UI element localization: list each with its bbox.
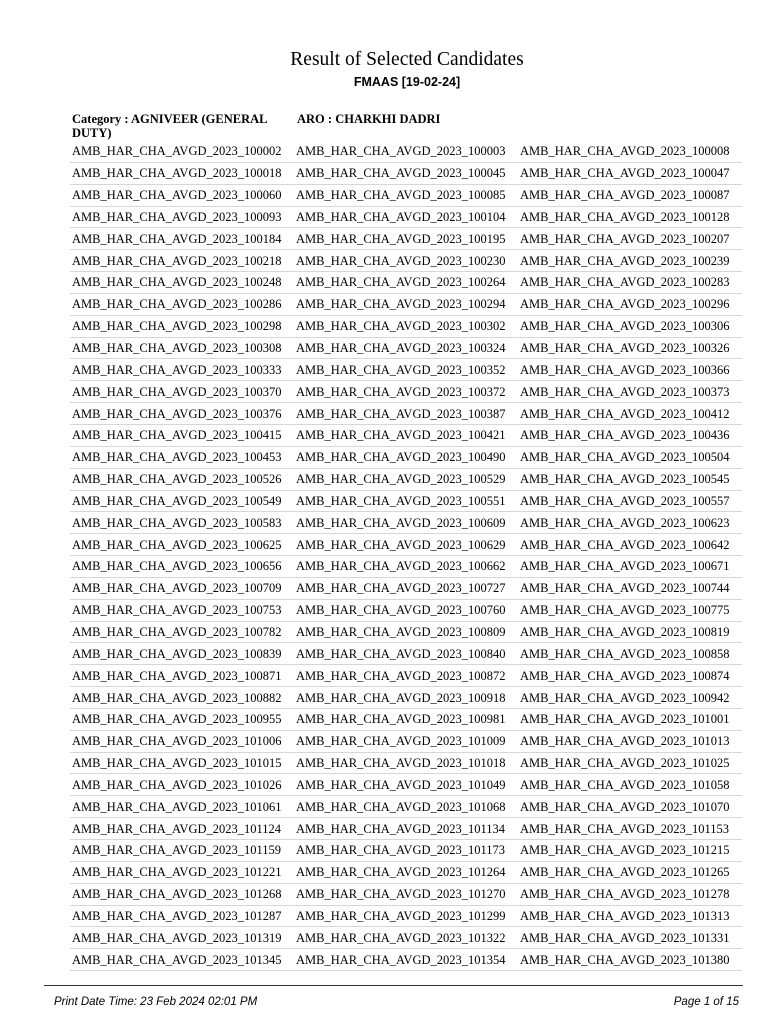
table-row [70,796,742,818]
candidate-id: AMB_HAR_CHA_AVGD_2023_100709 [72,581,282,596]
candidate-id: AMB_HAR_CHA_AVGD_2023_100504 [520,450,730,465]
category-value: AGNIVEER (GENERAL DUTY) [72,112,267,140]
candidate-id: AMB_HAR_CHA_AVGD_2023_101058 [520,777,730,792]
candidate-id: AMB_HAR_CHA_AVGD_2023_100981 [296,712,506,727]
candidate-id: AMB_HAR_CHA_AVGD_2023_100264 [296,275,506,290]
table-row [70,447,742,469]
table-row [70,512,742,534]
table-row [70,316,742,338]
candidate-id: AMB_HAR_CHA_AVGD_2023_100415 [72,428,282,443]
candidate-id: AMB_HAR_CHA_AVGD_2023_100324 [296,341,506,356]
candidate-id: AMB_HAR_CHA_AVGD_2023_100874 [520,668,730,683]
page-title: Result of Selected Candidates [290,49,524,70]
candidate-id: AMB_HAR_CHA_AVGD_2023_101153 [520,821,730,836]
candidate-id: AMB_HAR_CHA_AVGD_2023_100298 [72,319,282,334]
print-date: Print Date Time: 23 Feb 2024 02:01 PM [54,996,258,1008]
candidate-id: AMB_HAR_CHA_AVGD_2023_101221 [72,865,282,880]
candidate-id: AMB_HAR_CHA_AVGD_2023_100625 [72,537,282,552]
candidate-id: AMB_HAR_CHA_AVGD_2023_100839 [72,646,282,661]
table-row [70,359,742,381]
candidate-id: AMB_HAR_CHA_AVGD_2023_100656 [72,559,282,574]
table-row [70,753,742,775]
table-row [70,709,742,731]
table-row [70,927,742,949]
candidate-id: AMB_HAR_CHA_AVGD_2023_100809 [296,624,506,639]
candidate-id: AMB_HAR_CHA_AVGD_2023_100782 [72,624,282,639]
candidate-id: AMB_HAR_CHA_AVGD_2023_100490 [296,450,506,465]
candidate-id: AMB_HAR_CHA_AVGD_2023_100352 [296,362,506,377]
table-row [70,338,742,360]
page-subtitle: FMAAS [19-02-24] [353,75,461,89]
candidate-id: AMB_HAR_CHA_AVGD_2023_100085 [296,188,506,203]
candidate-id: AMB_HAR_CHA_AVGD_2023_100128 [520,209,730,224]
candidate-id: AMB_HAR_CHA_AVGD_2023_100373 [520,384,730,399]
candidate-id: AMB_HAR_CHA_AVGD_2023_100727 [296,581,506,596]
candidate-id: AMB_HAR_CHA_AVGD_2023_100753 [72,603,282,618]
candidate-id: AMB_HAR_CHA_AVGD_2023_100087 [520,188,730,203]
candidate-id: AMB_HAR_CHA_AVGD_2023_100283 [520,275,730,290]
category-block [72,112,294,140]
candidate-id: AMB_HAR_CHA_AVGD_2023_101018 [296,756,506,771]
page-number: Page 1 of 15 [673,996,739,1008]
candidate-id: AMB_HAR_CHA_AVGD_2023_100387 [296,406,506,421]
table-row [70,425,742,447]
table-row [70,600,742,622]
candidate-id: AMB_HAR_CHA_AVGD_2023_101278 [520,887,730,902]
candidate-id: AMB_HAR_CHA_AVGD_2023_100642 [520,537,730,552]
candidate-id: AMB_HAR_CHA_AVGD_2023_100195 [296,231,506,246]
table-row [70,556,742,578]
candidate-id: AMB_HAR_CHA_AVGD_2023_101331 [520,930,730,945]
footer-divider [44,985,743,986]
aro-value: CHARKHI DADRI [335,112,441,126]
candidate-id: AMB_HAR_CHA_AVGD_2023_100296 [520,297,730,312]
table-row [70,250,742,272]
table-row [70,840,742,862]
candidate-table [70,141,742,971]
candidate-id: AMB_HAR_CHA_AVGD_2023_100918 [296,690,506,705]
candidate-id: AMB_HAR_CHA_AVGD_2023_100858 [520,646,730,661]
table-row [70,687,742,709]
candidate-id: AMB_HAR_CHA_AVGD_2023_100453 [72,450,282,465]
candidate-id: AMB_HAR_CHA_AVGD_2023_101049 [296,777,506,792]
candidate-id: AMB_HAR_CHA_AVGD_2023_100872 [296,668,506,683]
candidate-id: AMB_HAR_CHA_AVGD_2023_100207 [520,231,730,246]
candidate-id: AMB_HAR_CHA_AVGD_2023_100942 [520,690,730,705]
candidate-id: AMB_HAR_CHA_AVGD_2023_101287 [72,908,282,923]
table-row [70,884,742,906]
candidate-id: AMB_HAR_CHA_AVGD_2023_101026 [72,777,282,792]
candidate-id: AMB_HAR_CHA_AVGD_2023_100045 [296,166,506,181]
candidate-id: AMB_HAR_CHA_AVGD_2023_101025 [520,756,730,771]
candidate-id: AMB_HAR_CHA_AVGD_2023_101006 [72,734,282,749]
candidate-id: AMB_HAR_CHA_AVGD_2023_101313 [520,908,730,923]
candidate-id: AMB_HAR_CHA_AVGD_2023_100436 [520,428,730,443]
category-label: Category : [72,112,129,126]
candidate-id: AMB_HAR_CHA_AVGD_2023_100819 [520,624,730,639]
table-row [70,818,742,840]
candidate-id: AMB_HAR_CHA_AVGD_2023_101380 [520,952,730,967]
candidate-id: AMB_HAR_CHA_AVGD_2023_100376 [72,406,282,421]
candidate-id: AMB_HAR_CHA_AVGD_2023_100529 [296,472,506,487]
candidate-id: AMB_HAR_CHA_AVGD_2023_101015 [72,756,282,771]
aro-block [297,112,517,126]
candidate-id: AMB_HAR_CHA_AVGD_2023_100775 [520,603,730,618]
candidate-id: AMB_HAR_CHA_AVGD_2023_100302 [296,319,506,334]
candidate-id: AMB_HAR_CHA_AVGD_2023_100218 [72,253,282,268]
candidate-id: AMB_HAR_CHA_AVGD_2023_101134 [296,821,506,836]
table-row [70,862,742,884]
candidate-id: AMB_HAR_CHA_AVGD_2023_100840 [296,646,506,661]
candidate-id: AMB_HAR_CHA_AVGD_2023_100629 [296,537,506,552]
table-row [70,381,742,403]
candidate-id: AMB_HAR_CHA_AVGD_2023_100248 [72,275,282,290]
candidate-id: AMB_HAR_CHA_AVGD_2023_101070 [520,799,730,814]
table-row [70,949,742,971]
candidate-id: AMB_HAR_CHA_AVGD_2023_100557 [520,493,730,508]
candidate-id: AMB_HAR_CHA_AVGD_2023_100308 [72,341,282,356]
table-row [70,228,742,250]
table-row [70,665,742,687]
table-row [70,141,742,163]
candidate-id: AMB_HAR_CHA_AVGD_2023_101268 [72,887,282,902]
table-row [70,185,742,207]
candidate-id: AMB_HAR_CHA_AVGD_2023_100551 [296,493,506,508]
table-row [70,163,742,185]
candidate-id: AMB_HAR_CHA_AVGD_2023_101215 [520,843,730,858]
candidate-id: AMB_HAR_CHA_AVGD_2023_100609 [296,515,506,530]
aro-label: ARO : [297,112,333,126]
candidate-id: AMB_HAR_CHA_AVGD_2023_100421 [296,428,506,443]
table-row [70,207,742,229]
candidate-id: AMB_HAR_CHA_AVGD_2023_100104 [296,209,506,224]
candidate-id: AMB_HAR_CHA_AVGD_2023_100366 [520,362,730,377]
candidate-id: AMB_HAR_CHA_AVGD_2023_100230 [296,253,506,268]
candidate-id: AMB_HAR_CHA_AVGD_2023_100545 [520,472,730,487]
candidate-id: AMB_HAR_CHA_AVGD_2023_100955 [72,712,282,727]
candidate-id: AMB_HAR_CHA_AVGD_2023_101354 [296,952,506,967]
candidate-id: AMB_HAR_CHA_AVGD_2023_100412 [520,406,730,421]
candidate-id: AMB_HAR_CHA_AVGD_2023_100583 [72,515,282,530]
candidate-id: AMB_HAR_CHA_AVGD_2023_101322 [296,930,506,945]
table-row [70,403,742,425]
candidate-id: AMB_HAR_CHA_AVGD_2023_101159 [72,843,282,858]
candidate-id: AMB_HAR_CHA_AVGD_2023_100184 [72,231,282,246]
candidate-id: AMB_HAR_CHA_AVGD_2023_101265 [520,865,730,880]
candidate-id: AMB_HAR_CHA_AVGD_2023_101264 [296,865,506,880]
candidate-id: AMB_HAR_CHA_AVGD_2023_100760 [296,603,506,618]
candidate-id: AMB_HAR_CHA_AVGD_2023_100047 [520,166,730,181]
candidate-id: AMB_HAR_CHA_AVGD_2023_100018 [72,166,282,181]
candidate-id: AMB_HAR_CHA_AVGD_2023_100326 [520,341,730,356]
candidate-id: AMB_HAR_CHA_AVGD_2023_100294 [296,297,506,312]
candidate-id: AMB_HAR_CHA_AVGD_2023_100549 [72,493,282,508]
candidate-id: AMB_HAR_CHA_AVGD_2023_101009 [296,734,506,749]
table-row [70,774,742,796]
candidate-id: AMB_HAR_CHA_AVGD_2023_101173 [296,843,506,858]
candidate-id: AMB_HAR_CHA_AVGD_2023_100093 [72,209,282,224]
candidate-id: AMB_HAR_CHA_AVGD_2023_100060 [72,188,282,203]
candidate-id: AMB_HAR_CHA_AVGD_2023_101319 [72,930,282,945]
candidate-id: AMB_HAR_CHA_AVGD_2023_100871 [72,668,282,683]
candidate-id: AMB_HAR_CHA_AVGD_2023_101001 [520,712,730,727]
candidate-id: AMB_HAR_CHA_AVGD_2023_100003 [296,144,506,159]
table-row [70,622,742,644]
candidate-id: AMB_HAR_CHA_AVGD_2023_101299 [296,908,506,923]
candidate-id: AMB_HAR_CHA_AVGD_2023_100882 [72,690,282,705]
candidate-id: AMB_HAR_CHA_AVGD_2023_100671 [520,559,730,574]
candidate-id: AMB_HAR_CHA_AVGD_2023_100239 [520,253,730,268]
table-row [70,731,742,753]
candidate-id: AMB_HAR_CHA_AVGD_2023_101270 [296,887,506,902]
candidate-id: AMB_HAR_CHA_AVGD_2023_101013 [520,734,730,749]
candidate-id: AMB_HAR_CHA_AVGD_2023_101345 [72,952,282,967]
table-row [70,294,742,316]
candidate-id: AMB_HAR_CHA_AVGD_2023_100306 [520,319,730,334]
candidate-id: AMB_HAR_CHA_AVGD_2023_101061 [72,799,282,814]
candidate-id: AMB_HAR_CHA_AVGD_2023_100372 [296,384,506,399]
table-row [70,534,742,556]
candidate-id: AMB_HAR_CHA_AVGD_2023_100286 [72,297,282,312]
table-row [70,643,742,665]
candidate-id: AMB_HAR_CHA_AVGD_2023_101124 [72,821,282,836]
table-row [70,272,742,294]
candidate-id: AMB_HAR_CHA_AVGD_2023_100370 [72,384,282,399]
table-row [70,469,742,491]
candidate-id: AMB_HAR_CHA_AVGD_2023_101068 [296,799,506,814]
candidate-id: AMB_HAR_CHA_AVGD_2023_100002 [72,144,282,159]
candidate-id: AMB_HAR_CHA_AVGD_2023_100526 [72,472,282,487]
candidate-id: AMB_HAR_CHA_AVGD_2023_100333 [72,362,282,377]
candidate-id: AMB_HAR_CHA_AVGD_2023_100008 [520,144,730,159]
candidate-id: AMB_HAR_CHA_AVGD_2023_100623 [520,515,730,530]
table-row [70,578,742,600]
table-row [70,491,742,513]
candidate-id: AMB_HAR_CHA_AVGD_2023_100744 [520,581,730,596]
candidate-id: AMB_HAR_CHA_AVGD_2023_100662 [296,559,506,574]
table-row [70,906,742,928]
